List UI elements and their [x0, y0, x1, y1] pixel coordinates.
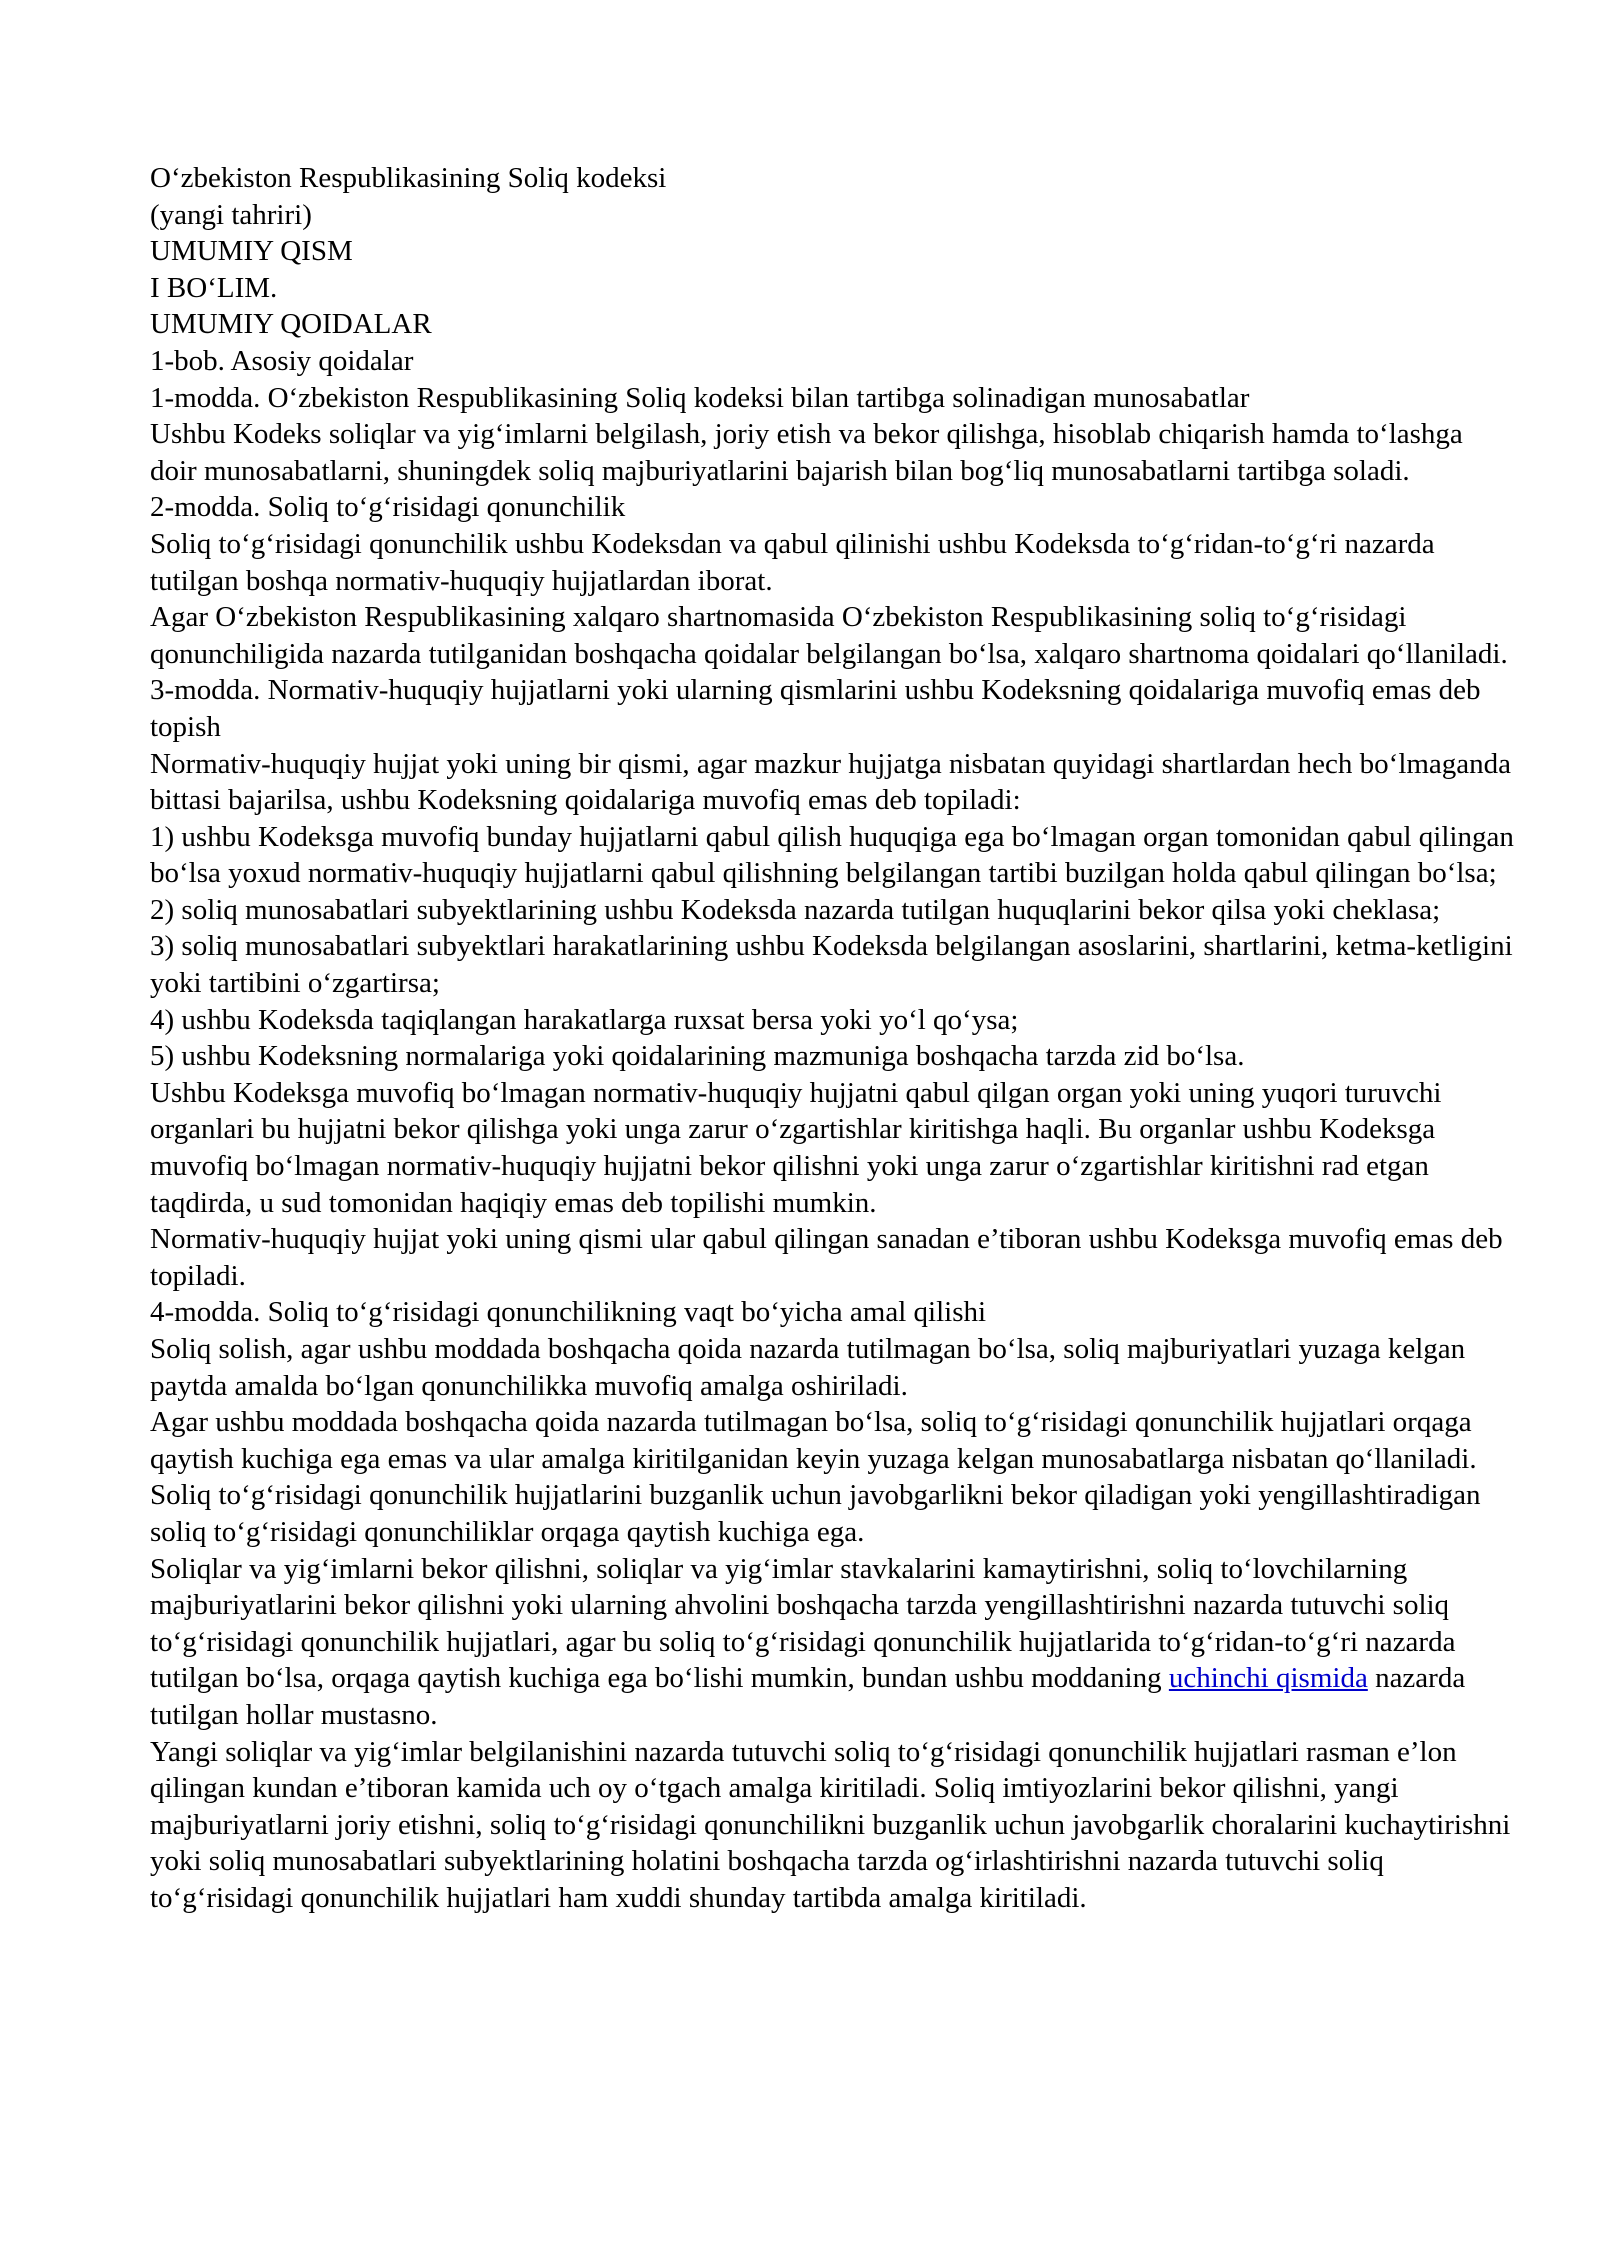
body-paragraph-with-link [150, 1551, 1516, 1734]
body-paragraph: Ushbu Kodeks soliqlar va yig‘imlarni belgilash, joriy etish va bekor qilishga, hisoblab chiqarish hamda to‘lashga doir munosabatlarni, shuningdek soliq majburiyatlarini bajarish bilan bog‘liq munosabatlarni tartibga soladi. [150, 418, 1463, 487]
article-2-heading: 2-modda. Soliq to‘g‘risidagi qonunchilik [150, 491, 626, 524]
article-1-heading: 1-modda. O‘zbekiston Respublikasining Soliq kodeksi bilan tartibga solinadigan munosabatlar [150, 381, 1250, 414]
body-paragraph: Soliq to‘g‘risidagi qonunchilik ushbu Kodeksdan va qabul qilinishi ushbu Kodeksda to‘g‘ridan-to‘g‘ri nazarda tutilgan boshqa normativ-huquqiy hujjatlardan iborat. [150, 527, 1435, 597]
section-title: UMUMIY QOIDALAR [150, 308, 432, 341]
body-paragraph: Agar ushbu moddada boshqacha qoida nazarda tutilmagan bo‘lsa, soliq to‘g‘risidagi qonunchilik hujjatlari orqaga qaytish kuchiga ega emas va ular amalga kiritilganidan keyin yuzaga kelgan munosabatlarga nisbatan qo‘llaniladi. [150, 1406, 1477, 1475]
document-body [150, 160, 1516, 1917]
document-title: O‘zbekiston Respublikasining Soliq kodeksi [150, 162, 667, 194]
article-3-heading: 3-modda. Normativ-huquqiy hujjatlarni yoki ularning qismlarini ushbu Kodeksning qoidalariga muvofiq emas deb topish [150, 674, 1481, 743]
body-paragraph: Yangi soliqlar va yig‘imlar belgilanishini nazarda tutuvchi soliq to‘g‘risidagi qonunchilik hujjatlari rasman e’lon qilingan kundan e’tiboran kamida uch oy o‘tgach amalga kiritiladi. Soliq imtiyozlarini bekor qilishni, yangi majburiyatlarni joriy etishni, soliq to‘g‘risidagi qonunchilikni buzganlik uchun javobgarlik choralarini kuchaytirishni yoki soliq munosabatlari subyektlarining holatini boshqacha tarzda og‘irlashtirishni nazarda tutuvchi soliq to‘g‘risidagi qonunchilik hujjatlari ham xuddi shunday tartibda amalga kiritiladi. [150, 1735, 1511, 1914]
section-heading: I BO‘LIM. [150, 271, 278, 304]
body-paragraph: Soliq to‘g‘risidagi qonunchilik hujjatlarini buzganlik uchun javobgarlikni bekor qiladigan yoki yengillashtiradigan soliq to‘g‘risidagi qonunchiliklar orqaga qaytish kuchiga ega. [150, 1479, 1481, 1548]
body-paragraph: Normativ-huquqiy hujjat yoki uning qismi ular qabul qilingan sanadan e’tiboran ushbu Kodeksga muvofiq emas deb topiladi. [150, 1223, 1503, 1292]
article-4-heading: 4-modda. Soliq to‘g‘risidagi qonunchilikning vaqt bo‘yicha amal qilishi [150, 1296, 987, 1329]
list-item-4: 4) ushbu Kodeksda taqiqlangan harakatlarga ruxsat bersa yoki yo‘l qo‘ysa; [150, 1003, 1019, 1036]
list-item-3: 3) soliq munosabatlari subyektlari harakatlarining ushbu Kodeksda belgilangan asoslarini, shartlarini, ketma-ketligini yoki tartibini o‘zgartirsa; [150, 930, 1513, 1000]
body-paragraph: Agar O‘zbekiston Respublikasining xalqaro shartnomasida O‘zbekiston Respublikasining soliq to‘g‘risidagi qonunchiligida nazarda tutilganidan boshqacha qoidalar belgilangan bo‘lsa, xalqaro shartnoma qoidalari qo‘llaniladi. [150, 601, 1508, 670]
uchinchi-qismida-link[interactable]: uchinchi qismida [1168, 1662, 1368, 1695]
list-item-1: 1) ushbu Kodeksga muvofiq bunday hujjatlarni qabul qilish huquqiga ega bo‘lmagan organ tomonidan qabul qilingan bo‘lsa yoxud normativ-huquqiy hujjatlarni qabul qilishning belgilangan tartibi buzilgan holda qabul qilingan bo‘lsa; [150, 820, 1514, 890]
list-item-2: 2) soliq munosabatlari subyektlarining ushbu Kodeksda nazarda tutilgan huquqlarini bekor qilsa yoki cheklasa; [150, 893, 1441, 926]
chapter-heading: 1-bob. Asosiy qoidalar [150, 344, 414, 377]
body-paragraph: Normativ-huquqiy hujjat yoki uning bir qismi, agar mazkur hujjatga nisbatan quyidagi shartlardan hech bo‘lmaganda bittasi bajarilsa, ushbu Kodeksning qoidalariga muvofiq emas deb topiladi: [150, 747, 1512, 817]
list-item-5: 5) ushbu Kodeksning normalariga yoki qoidalarining mazmuniga boshqacha tarzda zid bo‘lsa. [150, 1040, 1245, 1073]
body-paragraph: Soliq solish, agar ushbu moddada boshqacha qoida nazarda tutilmagan bo‘lsa, soliq majburiyatlari yuzaga kelgan paytda amalda bo‘lgan qonunchilikka muvofiq amalga oshiriladi. [150, 1333, 1466, 1402]
paragraph-text-after-link: nazarda tutilgan hollar mustasno. [150, 1662, 1466, 1731]
paragraph-text-before-link: Soliqlar va yig‘imlarni bekor qilishni, soliqlar va yig‘imlar stavkalarini kamaytirishni, soliq to‘lovchilarning majburiyatlarini bekor qilishni yoki ularning ahvolini boshqacha tarzda yengillashtirishni nazarda tutuvchi soliq to‘g‘risidagi qonunchilik hujjatlari, agar bu soliq to‘g‘risidagi qonunchilik hujjatlarida to‘g‘ridan-to‘g‘ri nazarda tutilgan bo‘lsa, orqaga qaytish kuchiga ega bo‘lishi mumkin, bundan ushbu moddaning [150, 1552, 1456, 1695]
body-paragraph: Ushbu Kodeksga muvofiq bo‘lmagan normativ-huquqiy hujjatni qabul qilgan organ yoki uning yuqori turuvchi organlari bu hujjatni bekor qilishga yoki unga zarur o‘zgartishlar kiritishga haqli. Bu organlar ushbu Kodeksga muvofiq bo‘lmagan normativ-huquqiy hujjatni bekor qilishni yoki unga zarur o‘zgartishlar kiritishni rad etgan taqdirda, u sud tomonidan haqiqiy emas deb topilishi mumkin. [150, 1076, 1442, 1219]
document-subtitle: (yangi tahriri) [150, 198, 312, 231]
part-heading: UMUMIY QISM [150, 235, 353, 268]
